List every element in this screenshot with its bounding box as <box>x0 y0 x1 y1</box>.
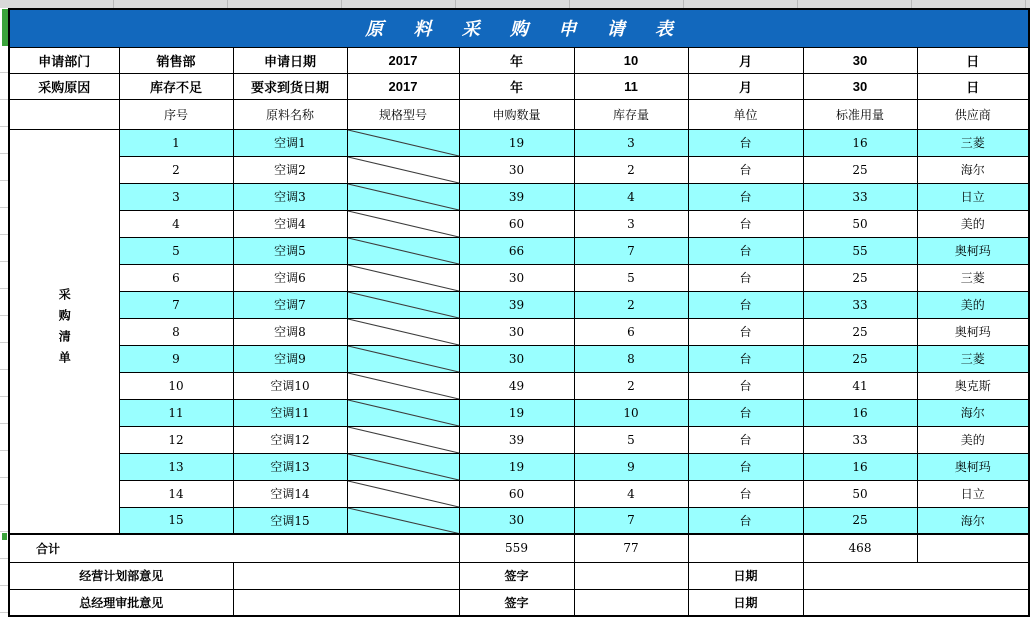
cell-material-name[interactable]: 空调3 <box>233 183 347 210</box>
cell-seq[interactable]: 6 <box>119 264 233 291</box>
purchase-row-14 <box>9 480 1029 507</box>
diagonal-line <box>348 157 459 183</box>
cell-qty[interactable]: 30 <box>459 264 574 291</box>
col-header-stock[interactable]: 库存量 <box>574 99 688 129</box>
cell-spec[interactable] <box>347 426 459 453</box>
cell-material-name[interactable]: 空调10 <box>233 372 347 399</box>
cell-stock[interactable]: 2 <box>574 156 688 183</box>
purchase-row-11 <box>9 399 1029 426</box>
cell-stock[interactable]: 5 <box>574 426 688 453</box>
cell-spec[interactable] <box>347 156 459 183</box>
cell-unit[interactable]: 台 <box>688 453 803 480</box>
purchase-row-5 <box>9 237 1029 264</box>
reason-label[interactable]: 采购原因 <box>9 73 119 99</box>
planning-date-cell[interactable] <box>803 562 1029 589</box>
cell-spec[interactable] <box>347 318 459 345</box>
cell-seq[interactable]: 13 <box>119 453 233 480</box>
cell-stock[interactable]: 4 <box>574 480 688 507</box>
cell-std-usage[interactable]: 55 <box>803 237 917 264</box>
diagonal-line <box>348 211 459 237</box>
cell-supplier[interactable]: 海尔 <box>917 507 1029 534</box>
apply-month-value[interactable]: 10 <box>574 47 688 73</box>
cell-stock[interactable]: 3 <box>574 129 688 156</box>
cell-qty[interactable]: 39 <box>459 426 574 453</box>
planning-opinion-label[interactable]: 经营计划部意见 <box>9 562 233 589</box>
cell-unit[interactable]: 台 <box>688 480 803 507</box>
cell-material-name[interactable]: 空调1 <box>233 129 347 156</box>
cell-supplier[interactable]: 海尔 <box>917 399 1029 426</box>
cell-qty[interactable]: 30 <box>459 507 574 534</box>
apply-dept-label[interactable]: 申请部门 <box>9 47 119 73</box>
gm-date-label[interactable]: 日期 <box>688 589 803 616</box>
cell-material-name[interactable]: 空调13 <box>233 453 347 480</box>
title-row <box>9 9 1029 47</box>
reason-value[interactable]: 库存不足 <box>119 73 233 99</box>
cell-qty[interactable]: 19 <box>459 453 574 480</box>
cell-std-usage[interactable]: 33 <box>803 291 917 318</box>
cell-spec[interactable] <box>347 291 459 318</box>
diagonal-line <box>348 319 459 345</box>
cell-unit[interactable]: 台 <box>688 345 803 372</box>
purchase-request-table <box>8 8 1030 617</box>
cell-spec[interactable] <box>347 453 459 480</box>
gm-sign-cell[interactable] <box>574 589 688 616</box>
cell-seq[interactable]: 5 <box>119 237 233 264</box>
cell-qty[interactable]: 30 <box>459 318 574 345</box>
apply-day-value[interactable]: 30 <box>803 47 917 73</box>
cell-spec[interactable] <box>347 210 459 237</box>
diagonal-line <box>348 292 459 318</box>
planning-sign-cell[interactable] <box>574 562 688 589</box>
cell-stock[interactable]: 4 <box>574 183 688 210</box>
purchase-row-4 <box>9 210 1029 237</box>
cell-supplier[interactable]: 三菱 <box>917 129 1029 156</box>
cell-material-name[interactable]: 空调14 <box>233 480 347 507</box>
cell-std-usage[interactable]: 25 <box>803 507 917 534</box>
purchase-row-8 <box>9 318 1029 345</box>
cell-qty[interactable]: 30 <box>459 345 574 372</box>
cell-seq[interactable]: 3 <box>119 183 233 210</box>
cell-unit[interactable]: 台 <box>688 237 803 264</box>
cell-spec[interactable] <box>347 237 459 264</box>
spreadsheet-left-margin <box>0 46 8 615</box>
cell-std-usage[interactable]: 25 <box>803 264 917 291</box>
col-header-name[interactable]: 原料名称 <box>233 99 347 129</box>
total-stock[interactable]: 77 <box>574 534 688 562</box>
gm-sign-label[interactable]: 签字 <box>459 589 574 616</box>
cell-seq[interactable]: 8 <box>119 318 233 345</box>
cell-seq[interactable]: 12 <box>119 426 233 453</box>
corner-cell[interactable] <box>9 99 119 129</box>
total-unit-cell[interactable] <box>688 534 803 562</box>
cell-unit[interactable]: 台 <box>688 210 803 237</box>
required-day-value[interactable]: 30 <box>803 73 917 99</box>
spreadsheet-top-strip <box>0 0 1030 8</box>
cell-seq[interactable]: 2 <box>119 156 233 183</box>
cell-std-usage[interactable]: 16 <box>803 453 917 480</box>
cell-supplier[interactable]: 日立 <box>917 183 1029 210</box>
apply-date-label[interactable]: 申请日期 <box>233 47 347 73</box>
purchase-list-vertical-label <box>9 129 119 534</box>
cell-supplier[interactable]: 三菱 <box>917 345 1029 372</box>
cell-spec[interactable] <box>347 399 459 426</box>
cell-unit[interactable]: 台 <box>688 318 803 345</box>
cell-qty[interactable]: 39 <box>459 291 574 318</box>
cell-qty[interactable]: 60 <box>459 480 574 507</box>
cell-seq[interactable]: 7 <box>119 291 233 318</box>
purchase-row-10 <box>9 372 1029 399</box>
total-row <box>9 534 1029 562</box>
gm-opinion-label[interactable]: 总经理审批意见 <box>9 589 233 616</box>
cell-stock[interactable]: 3 <box>574 210 688 237</box>
required-month-unit[interactable]: 月 <box>688 73 803 99</box>
purchase-row-12 <box>9 426 1029 453</box>
cell-stock[interactable]: 7 <box>574 507 688 534</box>
apply-year-value[interactable]: 2017 <box>347 47 459 73</box>
info-row-apply <box>9 47 1029 73</box>
diagonal-line <box>348 373 459 399</box>
apply-month-unit[interactable]: 月 <box>688 47 803 73</box>
required-day-unit[interactable]: 日 <box>917 73 1029 99</box>
cell-std-usage[interactable]: 50 <box>803 210 917 237</box>
cell-stock[interactable]: 8 <box>574 345 688 372</box>
cell-stock[interactable]: 10 <box>574 399 688 426</box>
total-qty[interactable]: 559 <box>459 534 574 562</box>
required-month-value[interactable]: 11 <box>574 73 688 99</box>
diagonal-line <box>348 184 459 210</box>
apply-dept-value[interactable]: 销售部 <box>119 47 233 73</box>
cell-material-name[interactable]: 空调6 <box>233 264 347 291</box>
gm-opinion-cell[interactable] <box>233 589 459 616</box>
diagonal-line <box>348 400 459 426</box>
approval-row-planning <box>9 562 1029 589</box>
cell-supplier[interactable]: 美的 <box>917 291 1029 318</box>
cell-std-usage[interactable]: 25 <box>803 345 917 372</box>
cell-spec[interactable] <box>347 372 459 399</box>
purchase-row-7 <box>9 291 1029 318</box>
col-header-unit[interactable]: 单位 <box>688 99 803 129</box>
col-header-seq[interactable]: 序号 <box>119 99 233 129</box>
col-header-std[interactable]: 标准用量 <box>803 99 917 129</box>
cell-seq[interactable]: 1 <box>119 129 233 156</box>
cell-std-usage[interactable]: 25 <box>803 156 917 183</box>
planning-date-label[interactable]: 日期 <box>688 562 803 589</box>
cell-std-usage[interactable]: 33 <box>803 426 917 453</box>
cell-seq[interactable]: 14 <box>119 480 233 507</box>
purchase-row-13 <box>9 453 1029 480</box>
total-std[interactable]: 468 <box>803 534 917 562</box>
cell-unit[interactable]: 台 <box>688 156 803 183</box>
info-row-reason <box>9 73 1029 99</box>
cell-spec[interactable] <box>347 129 459 156</box>
cell-std-usage[interactable]: 50 <box>803 480 917 507</box>
required-date-label[interactable]: 要求到货日期 <box>233 73 347 99</box>
apply-day-unit[interactable]: 日 <box>917 47 1029 73</box>
cell-std-usage[interactable]: 41 <box>803 372 917 399</box>
purchase-row-9 <box>9 345 1029 372</box>
purchase-row-15 <box>9 507 1029 534</box>
cell-spec[interactable] <box>347 264 459 291</box>
cell-unit[interactable]: 台 <box>688 291 803 318</box>
cell-material-name[interactable]: 空调9 <box>233 345 347 372</box>
purchase-list-vertical-label-text: 采购清单 <box>57 287 72 372</box>
cell-stock[interactable]: 7 <box>574 237 688 264</box>
cell-supplier[interactable]: 美的 <box>917 210 1029 237</box>
cell-qty[interactable]: 60 <box>459 210 574 237</box>
page-title: 原 料 采 购 申 请 表 <box>9 9 1029 47</box>
total-supplier-cell[interactable] <box>917 534 1029 562</box>
cell-supplier[interactable]: 三菱 <box>917 264 1029 291</box>
cell-material-name[interactable]: 空调15 <box>233 507 347 534</box>
sum-row-green-marker <box>2 533 7 540</box>
cell-qty[interactable]: 66 <box>459 237 574 264</box>
cell-spec[interactable] <box>347 183 459 210</box>
cell-stock[interactable]: 2 <box>574 372 688 399</box>
cell-seq[interactable]: 4 <box>119 210 233 237</box>
cell-supplier[interactable]: 海尔 <box>917 156 1029 183</box>
col-header-supplier[interactable]: 供应商 <box>917 99 1029 129</box>
cell-unit[interactable]: 台 <box>688 183 803 210</box>
cell-supplier[interactable]: 美的 <box>917 426 1029 453</box>
cell-std-usage[interactable]: 25 <box>803 318 917 345</box>
cell-stock[interactable]: 9 <box>574 453 688 480</box>
col-header-qty[interactable]: 申购数量 <box>459 99 574 129</box>
diagonal-line <box>348 265 459 291</box>
purchase-row-2 <box>9 156 1029 183</box>
cell-unit[interactable]: 台 <box>688 264 803 291</box>
cell-qty[interactable]: 30 <box>459 156 574 183</box>
cell-std-usage[interactable]: 33 <box>803 183 917 210</box>
cell-supplier[interactable]: 奥柯玛 <box>917 318 1029 345</box>
diagonal-line <box>348 427 459 453</box>
cell-unit[interactable]: 台 <box>688 129 803 156</box>
cell-qty[interactable]: 19 <box>459 129 574 156</box>
cell-qty[interactable]: 49 <box>459 372 574 399</box>
cell-seq[interactable]: 9 <box>119 345 233 372</box>
cell-stock[interactable]: 5 <box>574 264 688 291</box>
diagonal-line <box>348 481 459 507</box>
required-year-value[interactable]: 2017 <box>347 73 459 99</box>
gm-date-cell[interactable] <box>803 589 1029 616</box>
cell-supplier[interactable]: 奥克斯 <box>917 372 1029 399</box>
approval-row-gm <box>9 589 1029 616</box>
cell-supplier[interactable]: 奥柯玛 <box>917 237 1029 264</box>
column-header-row <box>9 99 1029 129</box>
col-header-spec[interactable]: 规格型号 <box>347 99 459 129</box>
purchase-row-3 <box>9 183 1029 210</box>
planning-sign-label[interactable]: 签字 <box>459 562 574 589</box>
cell-seq[interactable]: 10 <box>119 372 233 399</box>
cell-material-name[interactable]: 空调12 <box>233 426 347 453</box>
cell-unit[interactable]: 台 <box>688 507 803 534</box>
cell-material-name[interactable]: 空调7 <box>233 291 347 318</box>
diagonal-line <box>348 454 459 480</box>
cell-unit[interactable]: 台 <box>688 426 803 453</box>
apply-year-unit[interactable]: 年 <box>459 47 574 73</box>
diagonal-line <box>348 238 459 264</box>
cell-unit[interactable]: 台 <box>688 399 803 426</box>
diagonal-line <box>348 130 459 156</box>
cell-material-name[interactable]: 空调4 <box>233 210 347 237</box>
cell-material-name[interactable]: 空调11 <box>233 399 347 426</box>
cell-unit[interactable]: 台 <box>688 372 803 399</box>
diagonal-line <box>348 508 459 534</box>
cell-std-usage[interactable]: 16 <box>803 129 917 156</box>
cell-spec[interactable] <box>347 507 459 534</box>
cell-std-usage[interactable]: 16 <box>803 399 917 426</box>
cell-qty[interactable]: 19 <box>459 399 574 426</box>
cell-supplier[interactable]: 奥柯玛 <box>917 453 1029 480</box>
cell-material-name[interactable]: 空调5 <box>233 237 347 264</box>
total-label[interactable]: 合计 <box>9 534 459 562</box>
purchase-row-6 <box>9 264 1029 291</box>
cell-material-name[interactable]: 空调8 <box>233 318 347 345</box>
diagonal-line <box>348 346 459 372</box>
purchase-row-1 <box>9 129 1029 156</box>
cell-stock[interactable]: 6 <box>574 318 688 345</box>
planning-opinion-cell[interactable] <box>233 562 459 589</box>
cell-seq[interactable]: 15 <box>119 507 233 534</box>
cell-stock[interactable]: 2 <box>574 291 688 318</box>
cell-qty[interactable]: 39 <box>459 183 574 210</box>
required-year-unit[interactable]: 年 <box>459 73 574 99</box>
cell-seq[interactable]: 11 <box>119 399 233 426</box>
cell-spec[interactable] <box>347 345 459 372</box>
cell-spec[interactable] <box>347 480 459 507</box>
cell-supplier[interactable]: 日立 <box>917 480 1029 507</box>
cell-material-name[interactable]: 空调2 <box>233 156 347 183</box>
